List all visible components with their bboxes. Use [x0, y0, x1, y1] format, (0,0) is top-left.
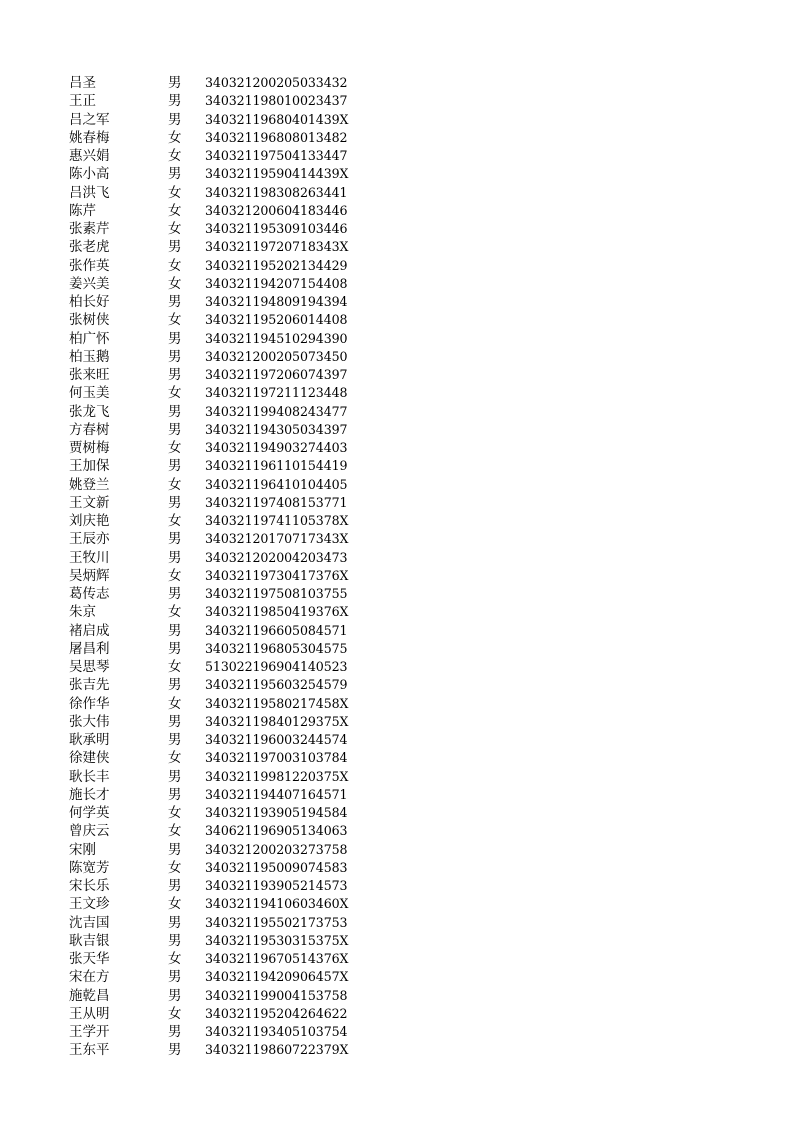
table-row — [0, 293, 793, 311]
name-cell: 徐作华 — [69, 695, 110, 712]
table-row — [0, 950, 793, 968]
table-row — [0, 165, 793, 183]
id-number-cell: 340321195009074583 — [205, 859, 348, 875]
id-number-cell: 340321196605084571 — [205, 622, 348, 638]
id-number-cell: 34032119981220375X — [205, 768, 349, 784]
gender-cell: 男 — [168, 330, 182, 347]
name-cell: 姚登兰 — [69, 476, 110, 493]
name-cell: 王牧川 — [69, 549, 110, 566]
gender-cell: 男 — [168, 878, 182, 894]
gender-cell: 男 — [168, 969, 182, 986]
gender-cell: 女 — [168, 202, 182, 219]
gender-cell: 男 — [168, 932, 182, 949]
id-number-cell: 340321195204264622 — [205, 1005, 348, 1021]
table-row — [0, 859, 793, 877]
table-row — [0, 457, 793, 475]
name-cell: 张吉先 — [69, 677, 110, 694]
name-cell: 王文珍 — [69, 896, 110, 913]
table-row — [0, 439, 793, 457]
id-number-cell: 34032119730417376X — [205, 567, 349, 583]
gender-cell: 男 — [168, 640, 182, 657]
id-number-cell: 340321202004203473 — [205, 549, 348, 565]
gender-cell: 男 — [168, 1042, 182, 1059]
gender-cell: 男 — [168, 166, 182, 183]
name-cell: 王学开 — [69, 1024, 110, 1040]
id-number-cell: 340321197003103784 — [205, 750, 348, 766]
id-number-cell: 340321200205073450 — [205, 348, 348, 364]
id-number-cell: 340321195206014408 — [205, 312, 348, 328]
id-number-cell: 340321200203273758 — [205, 841, 348, 857]
id-number-cell: 340321197408153771 — [205, 494, 348, 510]
gender-cell: 男 — [168, 768, 182, 785]
id-number-cell: 340321197504133447 — [205, 148, 348, 163]
name-cell: 王文新 — [69, 494, 110, 511]
gender-cell: 男 — [168, 914, 182, 931]
table-row — [0, 512, 793, 530]
id-number-cell: 340321197508103755 — [205, 586, 348, 601]
name-cell: 姚春梅 — [69, 129, 110, 146]
gender-cell: 男 — [168, 786, 182, 803]
table-row — [0, 421, 793, 439]
gender-cell: 女 — [168, 951, 182, 967]
gender-cell: 男 — [168, 987, 182, 1004]
id-number-cell: 340321193905214573 — [205, 878, 348, 893]
table-row — [0, 74, 793, 92]
name-cell: 柏长好 — [69, 294, 110, 310]
gender-cell: 男 — [168, 75, 182, 91]
table-row — [0, 822, 793, 840]
id-number-cell: 340321194903274403 — [205, 440, 348, 455]
table-row — [0, 895, 793, 913]
gender-cell: 男 — [168, 531, 182, 548]
name-cell: 何学英 — [69, 805, 110, 821]
table-row — [0, 877, 793, 895]
gender-cell: 女 — [168, 805, 182, 821]
id-number-cell: 340321194305034397 — [205, 421, 348, 437]
id-number-cell: 34032119410603460X — [205, 896, 349, 912]
id-number-cell: 340321195309103446 — [205, 221, 348, 236]
name-cell: 耿吉银 — [69, 932, 110, 949]
table-row — [0, 530, 793, 548]
id-number-cell: 340321200604183446 — [205, 202, 348, 218]
id-number-cell: 340321199004153758 — [205, 987, 348, 1003]
name-cell: 吴炳辉 — [69, 567, 110, 584]
id-number-cell: 340321197211123448 — [205, 385, 348, 401]
table-row — [0, 1041, 793, 1059]
id-number-cell: 340321194407164571 — [205, 786, 348, 802]
table-row — [0, 567, 793, 585]
name-cell: 朱京 — [69, 604, 96, 621]
name-cell: 徐建侠 — [69, 750, 110, 767]
name-cell: 陈宽芳 — [69, 859, 110, 876]
id-number-cell: 340321194510294390 — [205, 330, 348, 346]
name-cell: 吕之军 — [69, 111, 110, 128]
table-row — [0, 713, 793, 731]
gender-cell: 男 — [168, 1024, 182, 1040]
table-row — [0, 603, 793, 621]
table-row — [0, 768, 793, 786]
gender-cell: 女 — [168, 257, 182, 274]
table-row — [0, 494, 793, 512]
name-cell: 吴思琴 — [69, 659, 110, 675]
gender-cell: 男 — [168, 622, 182, 639]
id-number-cell: 340321195202134429 — [205, 257, 348, 273]
id-number-cell: 340321195603254579 — [205, 677, 348, 693]
id-number-cell: 340621196905134063 — [205, 823, 348, 839]
name-cell: 张龙飞 — [69, 403, 110, 420]
id-number-cell: 34032119860722379X — [205, 1042, 349, 1058]
name-cell: 王从明 — [69, 1005, 110, 1022]
name-cell: 施长才 — [69, 786, 110, 803]
id-number-cell: 340321198010023437 — [205, 93, 348, 109]
name-cell: 王加保 — [69, 458, 110, 475]
name-cell: 沈吉国 — [69, 914, 110, 931]
gender-cell: 女 — [168, 476, 182, 493]
name-cell: 张老虎 — [69, 239, 110, 256]
name-cell: 宋在方 — [69, 969, 110, 986]
table-row — [0, 549, 793, 567]
gender-cell: 男 — [168, 677, 182, 694]
id-number-cell: 34032119850419376X — [205, 604, 349, 620]
table-row — [0, 257, 793, 275]
id-number-cell: 340321193405103754 — [205, 1024, 348, 1039]
name-cell: 陈芹 — [69, 202, 96, 219]
name-cell: 王辰亦 — [69, 531, 110, 548]
gender-cell: 男 — [168, 348, 182, 365]
name-cell: 张素芹 — [69, 221, 110, 237]
gender-cell: 女 — [168, 148, 182, 164]
name-cell: 耿长丰 — [69, 768, 110, 785]
gender-cell: 女 — [168, 440, 182, 456]
table-row — [0, 476, 793, 494]
table-row — [0, 841, 793, 859]
name-cell: 姜兴美 — [69, 275, 110, 292]
id-number-cell: 340321196805304575 — [205, 640, 348, 656]
table-row — [0, 129, 793, 147]
id-number-cell: 34032119590414439X — [205, 166, 349, 182]
table-row — [0, 184, 793, 202]
table-row — [0, 220, 793, 238]
name-cell: 张树侠 — [69, 312, 110, 329]
gender-cell: 女 — [168, 312, 182, 329]
table-row — [0, 147, 793, 165]
gender-cell: 女 — [168, 1005, 182, 1022]
table-row — [0, 366, 793, 384]
table-row — [0, 1005, 793, 1023]
gender-cell: 男 — [168, 458, 182, 475]
gender-cell: 女 — [168, 659, 182, 675]
gender-cell: 男 — [168, 841, 182, 858]
table-row — [0, 786, 793, 804]
gender-cell: 男 — [168, 239, 182, 256]
table-row — [0, 348, 793, 366]
name-cell: 张天华 — [69, 951, 110, 967]
name-cell: 贾树梅 — [69, 440, 110, 456]
gender-cell: 男 — [168, 93, 182, 110]
gender-cell: 女 — [168, 695, 182, 712]
table-row — [0, 202, 793, 220]
id-number-cell: 340321195502173753 — [205, 914, 348, 930]
name-cell: 吕圣 — [69, 75, 96, 91]
id-number-cell: 340321196110154419 — [205, 458, 348, 474]
name-cell: 方春树 — [69, 421, 110, 438]
id-number-cell: 34032120170717343X — [205, 531, 349, 547]
gender-cell: 女 — [168, 604, 182, 621]
id-number-cell: 34032119840129375X — [205, 713, 349, 729]
name-cell: 王正 — [69, 93, 96, 110]
table-row — [0, 111, 793, 129]
id-number-cell: 340321194207154408 — [205, 275, 348, 291]
gender-cell: 女 — [168, 221, 182, 237]
table-row — [0, 695, 793, 713]
gender-cell: 男 — [168, 111, 182, 128]
table-row — [0, 968, 793, 986]
name-cell: 张大伟 — [69, 713, 110, 730]
gender-cell: 女 — [168, 129, 182, 146]
id-number-cell: 34032119530315375X — [205, 932, 349, 948]
id-number-cell: 340321196808013482 — [205, 129, 348, 145]
gender-cell: 男 — [168, 732, 182, 748]
table-row — [0, 238, 793, 256]
gender-cell: 男 — [168, 586, 182, 602]
name-cell: 葛传志 — [69, 586, 110, 602]
id-number-cell: 34032119580217458X — [205, 695, 349, 711]
gender-cell: 男 — [168, 421, 182, 438]
table-row — [0, 92, 793, 110]
id-number-cell: 340321194809194394 — [205, 294, 348, 309]
table-row — [0, 914, 793, 932]
name-cell: 刘庆艳 — [69, 513, 110, 529]
table-row — [0, 932, 793, 950]
table-row — [0, 1023, 793, 1041]
name-cell: 耿承明 — [69, 732, 110, 748]
gender-cell: 女 — [168, 750, 182, 767]
table-row — [0, 275, 793, 293]
name-cell: 吕洪飞 — [69, 184, 110, 201]
name-cell: 柏玉鹅 — [69, 348, 110, 365]
name-cell: 王东平 — [69, 1042, 110, 1059]
name-cell: 屠昌利 — [69, 640, 110, 657]
id-number-cell: 34032119720718343X — [205, 239, 349, 255]
table-row — [0, 676, 793, 694]
name-cell: 宋长乐 — [69, 878, 110, 894]
name-cell: 陈小高 — [69, 166, 110, 183]
table-row — [0, 585, 793, 603]
gender-cell: 男 — [168, 367, 182, 383]
gender-cell: 女 — [168, 896, 182, 913]
name-cell: 张来旺 — [69, 367, 110, 383]
name-cell: 柏广怀 — [69, 330, 110, 347]
table-row — [0, 311, 793, 329]
name-cell: 何玉美 — [69, 385, 110, 402]
id-number-cell: 340321193905194584 — [205, 805, 348, 820]
gender-cell: 男 — [168, 294, 182, 310]
gender-cell: 女 — [168, 275, 182, 292]
gender-cell: 男 — [168, 549, 182, 566]
gender-cell: 女 — [168, 385, 182, 402]
name-cell: 施乾昌 — [69, 987, 110, 1004]
gender-cell: 女 — [168, 513, 182, 529]
table-row — [0, 731, 793, 749]
gender-cell: 男 — [168, 494, 182, 511]
id-number-cell: 34032119670514376X — [205, 951, 349, 966]
id-number-cell: 340321196003244574 — [205, 732, 348, 747]
id-number-cell: 340321199408243477 — [205, 403, 348, 419]
table-row — [0, 330, 793, 348]
name-cell: 惠兴娟 — [69, 148, 110, 164]
name-cell: 张作英 — [69, 257, 110, 274]
id-number-cell: 340321200205033432 — [205, 75, 348, 90]
id-number-cell: 34032119741105378X — [205, 513, 349, 528]
id-number-cell: 513022196904140523 — [205, 659, 348, 674]
table-row — [0, 804, 793, 822]
gender-cell: 女 — [168, 184, 182, 201]
gender-cell: 女 — [168, 823, 182, 840]
gender-cell: 女 — [168, 567, 182, 584]
gender-cell: 男 — [168, 403, 182, 420]
name-cell: 曾庆云 — [69, 823, 110, 840]
name-cell: 宋刚 — [69, 841, 96, 858]
table-row — [0, 622, 793, 640]
table-row — [0, 640, 793, 658]
id-number-cell: 34032119680401439X — [205, 111, 349, 127]
gender-cell: 男 — [168, 713, 182, 730]
gender-cell: 女 — [168, 859, 182, 876]
record-list — [0, 74, 793, 1060]
name-cell: 褚启成 — [69, 622, 110, 639]
id-number-cell: 340321196410104405 — [205, 476, 348, 492]
id-number-cell: 340321197206074397 — [205, 367, 348, 382]
table-row — [0, 987, 793, 1005]
table-row — [0, 749, 793, 767]
table-row — [0, 384, 793, 402]
table-row — [0, 403, 793, 421]
id-number-cell: 34032119420906457X — [205, 969, 349, 985]
table-row — [0, 658, 793, 676]
id-number-cell: 340321198308263441 — [205, 184, 348, 200]
